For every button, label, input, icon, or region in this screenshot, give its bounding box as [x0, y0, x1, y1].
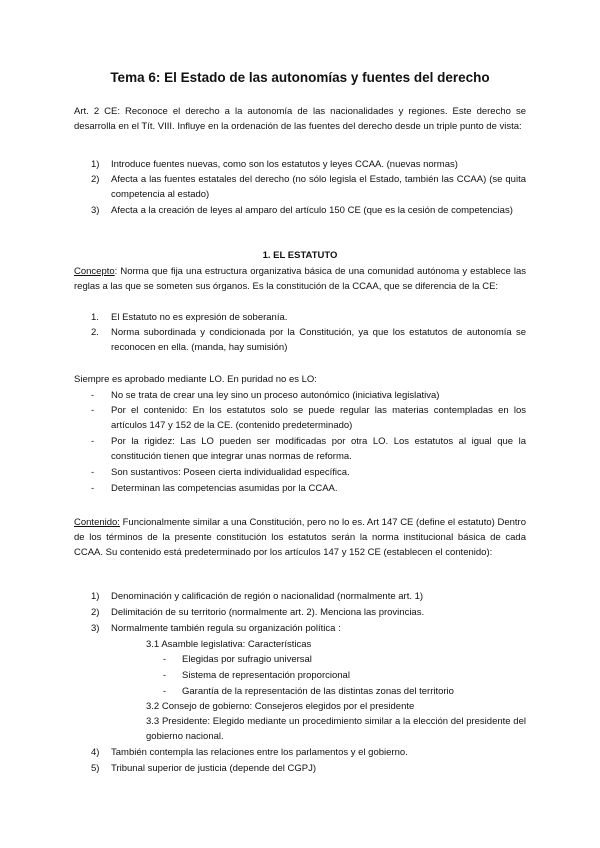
- final-item-5-text: Tribunal superior de justicia (depende del CGPJ): [111, 763, 317, 774]
- lo-item-4-text: Son sustantivos: Poseen cierta individualidad específica.: [111, 467, 350, 478]
- contenido-label: Contenido:: [74, 517, 120, 528]
- final-item-5-number: 5): [91, 763, 100, 774]
- lo-item-1-text: No se trata de crear una ley sino un proceso autonómico (iniciativa legislativa): [111, 390, 440, 401]
- lo-item-1-dash: -: [91, 390, 95, 401]
- intro-item-1-number: 1): [91, 159, 100, 170]
- asamblea-item-1-dash: -: [163, 654, 167, 665]
- asamblea-item-2-text: Sistema de representación proporcional: [182, 670, 350, 681]
- contenido-paragraph: [74, 515, 526, 560]
- lo-item-3-text: Por la rigidez: Las LO pueden ser modificadas por otra LO. Los estatutos al igual que la constitución tienen que integrar unas normas de reforma.: [111, 436, 526, 462]
- document-title: Tema 6: El Estado de las autonomías y fuentes del derecho: [110, 70, 490, 85]
- final-item-4-text: También contempla las relaciones entre los parlamentos y el gobierno.: [111, 747, 408, 758]
- asamblea-item-1-text: Elegidas por sufragio universal: [182, 654, 312, 665]
- lo-item-3-dash: -: [91, 436, 95, 447]
- concepto-item-2-number: 2.: [91, 327, 99, 338]
- lo-item-2-dash: -: [91, 405, 95, 416]
- lo-intro: Siempre es aprobado mediante LO. En puridad no es LO:: [74, 374, 317, 385]
- intro-item-1-text: Introduce fuentes nuevas, como son los estatutos y leyes CCAA. (nuevas normas): [111, 159, 458, 170]
- contenido-item-2-text: Delimitación de su territorio (normalmente art. 2). Menciona las provincias.: [111, 607, 425, 618]
- lo-item-2-text: Por el contenido: En los estatutos solo se puede regular las materias contempladas en los artículos 147 y 152 de la CE. (contenido predeterminado): [111, 405, 526, 431]
- asamblea-item-3-dash: -: [163, 686, 167, 697]
- lo-item-4-dash: -: [91, 467, 95, 478]
- concepto-item-1-number: 1.: [91, 312, 99, 323]
- intro-item-2-text: Afecta a las fuentes estatales del derecho (no sólo legisla el Estado, también las CCAA) (se quita competencia al estado): [111, 174, 526, 200]
- presidente-line: 3.3 Presidente: Elegido mediante un procedimiento similar a la elección del presidente del gobierno nacional.: [146, 716, 526, 742]
- contenido-item-3-number: 3): [91, 623, 100, 634]
- intro-item-2-number: 2): [91, 174, 100, 185]
- intro-paragraph: Art. 2 CE: Reconoce el derecho a la autonomía de las nacionalidades y regiones. Este derecho se desarrolla en el Tít. VIII. Influye en la ordenación de las fuentes del derecho desde un triple punto de vista:: [74, 106, 526, 132]
- contenido-item-1-number: 1): [91, 591, 100, 602]
- final-item-4-number: 4): [91, 747, 100, 758]
- contenido-item-3-text: Normalmente también regula su organización política :: [111, 623, 341, 634]
- asamblea-item-2-dash: -: [163, 670, 167, 681]
- asamblea-item-3-text: Garantía de la representación de las distintas zonas del territorio: [182, 686, 454, 697]
- asamblea-heading: 3.1 Asamble legislativa: Características: [146, 639, 312, 650]
- concepto-item-2-text: Norma subordinada y condicionada por la Constitución, ya que los estatutos de autonomía se reconocen en ella. (manda, hay sumisión): [111, 327, 526, 353]
- lo-item-5-dash: -: [91, 483, 95, 494]
- contenido-item-1-text: Denominación y calificación de región o nacionalidad (normalmente art. 1): [111, 591, 424, 602]
- concepto-label: Concepto: [74, 266, 115, 277]
- contenido-text: Funcionalmente similar a una Constitución, pero no lo es. Art 147 CE (define el estatuto) Dentro de los términos de la presente constitución los estatutos serán la norma institucional básica de cada CCAA. Su contenido está predeterminado por los artículos 147 y 152 CE (establecen el contenido):: [74, 517, 526, 558]
- concepto-item-1-text: El Estatuto no es expresión de soberanía.: [111, 312, 288, 323]
- section-heading-estatuto: 1. EL ESTATUTO: [262, 250, 338, 261]
- intro-item-3-text: Afecta a la creación de leyes al amparo del artículo 150 CE (que es la cesión de competencias): [111, 205, 513, 216]
- intro-item-3-number: 3): [91, 205, 100, 216]
- concepto-paragraph: [74, 264, 526, 294]
- consejo-line: 3.2 Consejo de gobierno: Consejeros elegidos por el presidente: [146, 701, 415, 712]
- concepto-text: : Norma que fija una estructura organizativa básica de una comunidad autónoma y establece las reglas a las que se someten sus órganos. Es la constitución de la CCAA, que se diferencia de la CE:: [74, 266, 526, 292]
- contenido-item-2-number: 2): [91, 607, 100, 618]
- lo-item-5-text: Determinan las competencias asumidas por la CCAA.: [111, 483, 338, 494]
